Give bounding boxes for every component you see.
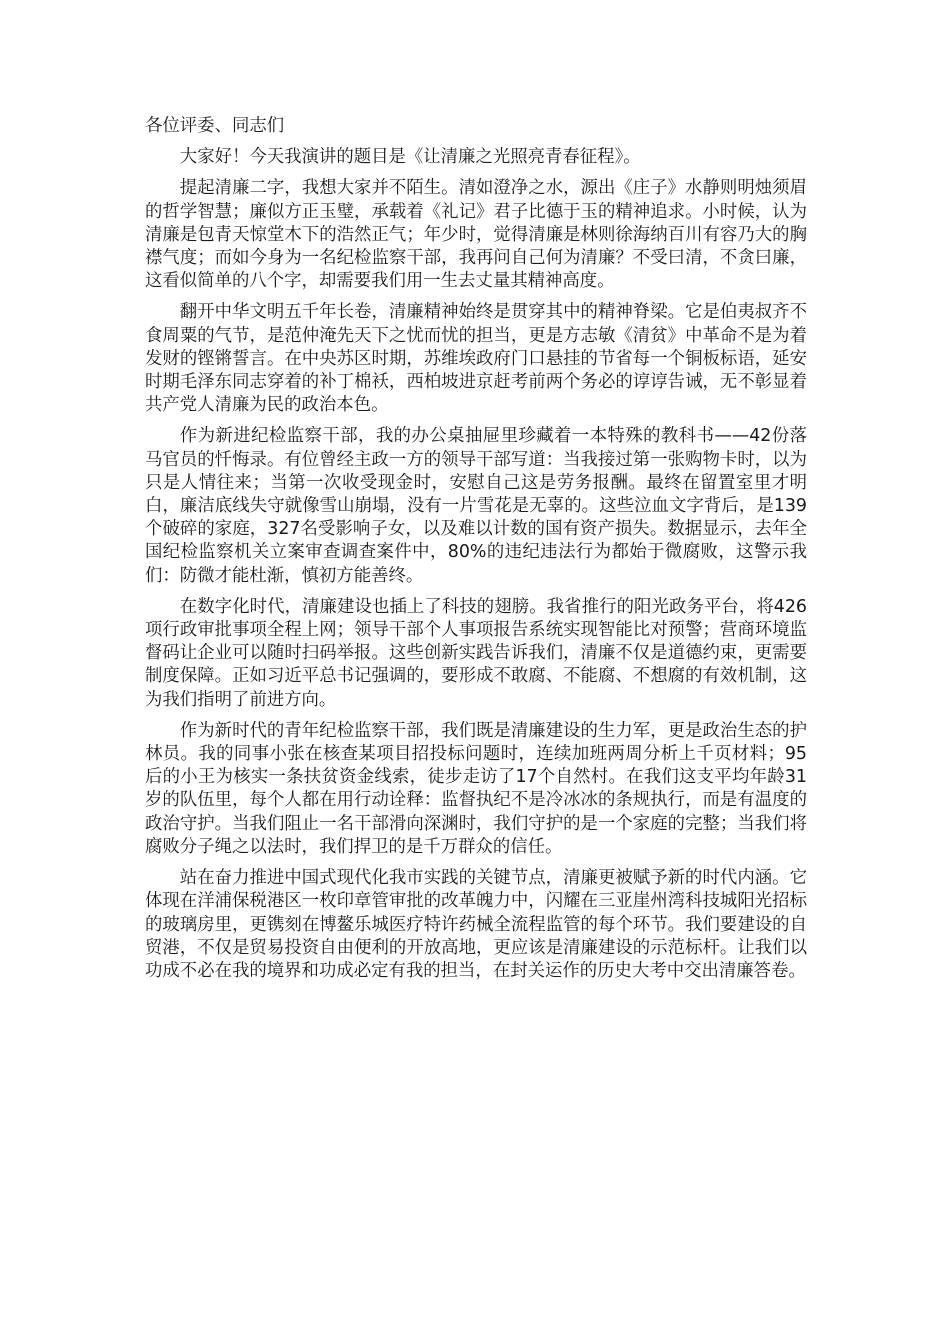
salutation: 各位评委、同志们 — [145, 116, 285, 136]
paragraph-closing: 站在奋力推进中国式现代化我市实践的关键节点，清廉更被赋予新的时代内涵。它体现在洋浦保税港区一枚印章管审批的改革魄力中，闪耀在三亚崖州湾科技城阳光招标的玻璃房里，更镌刻在博鳌乐城医疗特许药械全流程监管的每个环节。我们要建设的自贸港，不仅是贸易投资自由便利的开放高地，更应该是清廉建设的示范标杆。让我们以功成不必在我的境界和功成必定有我的担当，在封关运作的历史大考中交出清廉答卷。 — [145, 868, 807, 981]
paragraph-history: 翻开中华文明五千年长卷，清廉精神始终是贯穿其中的精神脊梁。它是伯夷叔齐不食周粟的气节，是范仲淹先天下之忧而忧的担当，更是方志敏《清贫》中革命不是为着发财的铿锵誓言。在中央苏区时期，苏维埃政府门口悬挂的节省每一个铜板标语，延安时期毛泽东同志穿着的补丁棉袄，西柏坡进京赶考前两个务必的谆谆告诫，无不彰显着共产党人清廉为民的政治本色。 — [145, 302, 807, 416]
paragraph-young-cadres: 作为新时代的青年纪检监察干部，我们既是清廉建设的生力军，更是政治生态的护林员。我的同事小张在核查某项目招投标问题时，连续加班两周分析上千页材料；95后的小王为核实一条扶贫资金线索，徒步走访了17个自然村。在我们这支平均年龄31岁的队伍里，每个人都在用行动诠释：监督执纪不是冷冰冰的条规执行，而是有温度的政治守护。当我们阻止一名干部滑向深渊时，我们守护的是一个家庭的完整；当我们将腐败分子绳之以法时，我们捍卫的是千万群众的信任。 — [145, 720, 807, 857]
paragraph-opening: 大家好！今天我演讲的题目是《让清廉之光照亮青春征程》。 — [179, 147, 641, 168]
document-page — [145, 115, 807, 991]
paragraph-warning-cases: 作为新进纪检监察干部，我的办公桌抽屉里珍藏着一本特殊的教科书——42份落马官员的忏悔录。有位曾经主政一方的领导干部写道：当我接过第一张购物卡时，以为只是人情往来；当第一次收受现金时，安慰自己这是劳务报酬。最终在留置室里才明白，廉洁底线失守就像雪山崩塌，没有一片雪花是无辜的。这些泣血文字背后，是139个破碎的家庭，327名受影响子女，以及难以计数的国有资产损失。数据显示，去年全国纪检监察机关立案审查调查案件中，80%的违纪违法行为都始于微腐败，这警示我们：防微才能杜渐，慎初方能善终。 — [145, 426, 807, 586]
paragraph-meaning-of-integrity: 提起清廉二字，我想大家并不陌生。清如澄净之水，源出《庄子》水静则明烛须眉的哲学智慧；廉似方正玉璧，承载着《礼记》君子比德于玉的精神追求。小时候，认为清廉是包青天惊堂木下的浩然正气；年少时，觉得清廉是林则徐海纳百川有容乃大的胸襟气度；而如今身为一名纪检监察干部，我再问自己何为清廉？不受曰清，不贪曰廉，这看似简单的八个字，却需要我们用一生去丈量其精神高度。 — [145, 178, 807, 292]
paragraph-digital-era: 在数字化时代，清廉建设也插上了科技的翅膀。我省推行的阳光政务平台，将426项行政审批事项全程上网；领导干部个人事项报告系统实现智能比对预警；营商环境监督码让企业可以随时扫码举报。这些创新实践告诉我们，清廉不仅是道德约束，更需要制度保障。正如习近平总书记强调的，要形成不敢腐、不能腐、不想腐的有效机制，这为我们指明了前进方向。 — [145, 596, 807, 710]
